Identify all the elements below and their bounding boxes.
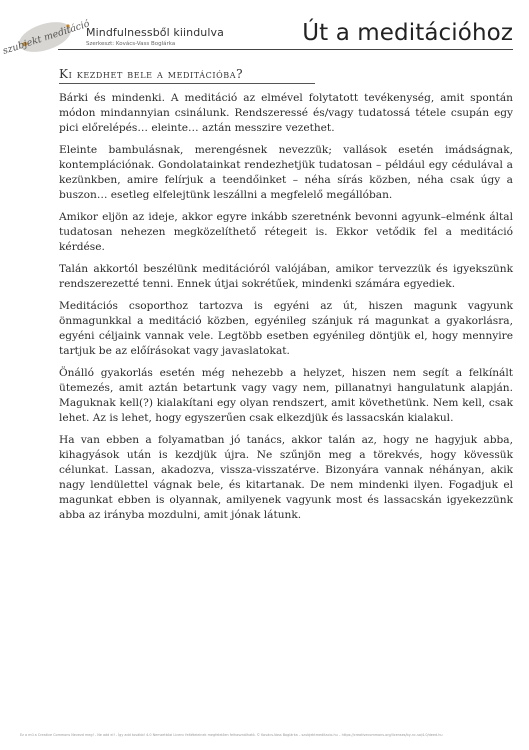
header-subtitle: Szerkeszt: Kovács-Vass Boglárka [86,41,176,47]
page-title: Út a meditációhoz [302,20,513,46]
paragraph: Eleinte bambulásnak, merengésnek nevezzük; vallások esetén imádságnak, kontemplációnak. Gondolatainkat rendezhetjük tudatosan – például egy cédulával a kezünkben, amire felírjuk a teendőinket – néha sírás közben, néha csak úgy a buszon… esetleg elfelejtünk leszállni a megfelelő megállóban. [59,144,513,201]
paragraph: Talán akkortól beszélünk meditációról valójában, amikor tervezzük és igyekszünk rendszerezetté tenni. Ennek útjai sokrétűek, mindenki számára egyediek. [59,263,513,290]
logo-mark [1,18,91,57]
header-text [86,26,224,48]
header-title: Mindfulnessből kiindulva [86,26,224,39]
paragraph: Amikor eljön az ideje, akkor egyre inkább szeretnénk bevonni agyunk–elménk által tudatosan nehezen megközelíthető rétegeit is. Ekkor vetődik fel a meditáció kérdése. [59,211,513,253]
paragraph: Meditációs csoporthoz tartozva is egyéni az út, hiszen magunk vagyunk önmagunkkal a meditáció közben, egyénileg szánjuk rá magunkat a gyakorlásra, egyéni céljaink vannak vele. Legtöbb esetben egyénileg döntjük el, hogy mennyire tartjuk be az előírásokat vagy javaslatokat. [59,300,513,357]
paragraph: Ha van ebben a folyamatban jó tanács, akkor talán az, hogy ne hagyjuk abba, kihagyások után is kezdjük újra. Ne szűnjön meg a törekvés, hogy kövessük célunkat. Lassan, akadozva, vissza-visszatérve. Bizonyára vannak néhányan, akik nagy lendülettel vágnak bele, és kitartanak. De nem mindenki ilyen. Fogadjuk el magunkat ebben is olyannak, amilyenek vagyunk most és lassacskán igyekezzünk abba az irányba mozdulni, amit jónak látunk. [59,434,513,521]
paragraph: Önálló gyakorlás esetén még nehezebb a helyzet, hiszen nem segít a felkínált ütemezés, amit aztán betartunk vagy vagy nem, pillanatnyi hangulatunk alapján. Maguknak kell(?) kialakítani egy olyan rendszert, amit követhetünk. Nem kell, csak lehet. Az is lehet, hogy egyszerűen csak elkezdjük és lassacskán kialakul. [59,367,513,424]
page-header [0,0,529,62]
section-title-underline [59,83,315,84]
header-divider [58,49,513,50]
license-footer: Ez a mű a Creative Commons Nevezd meg! - Ne add el! - Így add tovább! 4.0 Nemzetközi Licenc feltételeinek megfelelően felhasználható. © Kovács-Vass Boglárka – szubjektmeditacio.hu – https://creativecommons.org/licenses/by-nc-sa/4.0/deed.hu [20,733,443,737]
logo-text: szubjekt meditáció [1,18,91,57]
paragraph: Bárki és mindenki. A meditáció az elmével folytatott tevékenység, amit spontán módon mindannyian csinálunk. Rendszeressé és/vagy tudatossá tétele csupán egy pici előrelépés… eleinte… aztán messzire vezethet. [59,92,513,134]
section-title: Ki kezdhet bele a meditációba? [59,67,244,81]
logo [1,18,91,57]
main-content [59,66,513,530]
